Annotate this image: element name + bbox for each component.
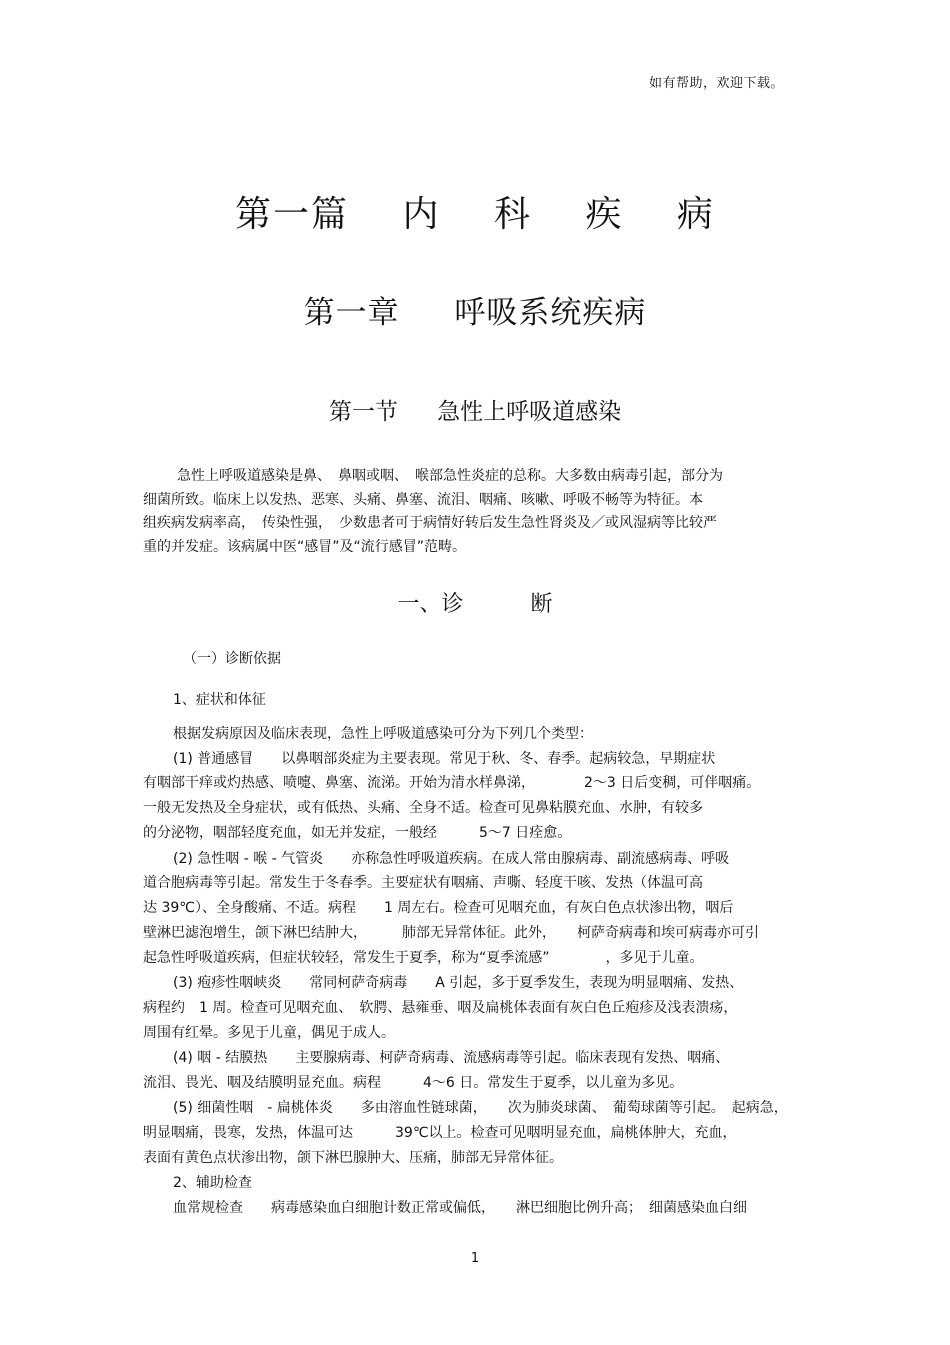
subheading-symptoms: 1、症状和体征 bbox=[173, 692, 266, 708]
type3-line: 周围有红晕。多见于儿童，偶见于成人。 bbox=[143, 1025, 395, 1041]
section-number: 第一节 bbox=[328, 399, 398, 425]
intro-line: 急性上呼吸道感染是鼻、 鼻咽或咽、 喉部急性炎症的总称。大多数由病毒引起，部分为 bbox=[177, 468, 723, 484]
diagnosis-heading-part: 一、诊 bbox=[397, 592, 464, 617]
type5-line: 表面有黄色点状渗出物，颌下淋巴腺肿大、压痛，肺部无异常体征。 bbox=[143, 1150, 563, 1166]
part-title bbox=[0, 186, 950, 237]
header-note: 如有帮助，欢迎下载。 bbox=[648, 76, 784, 91]
section-name: 急性上呼吸道感染 bbox=[437, 399, 622, 425]
chapter-name: 呼吸系统疾病 bbox=[454, 295, 647, 331]
section-title bbox=[0, 393, 950, 426]
part-title-word: 第一篇 bbox=[235, 194, 350, 235]
type1-line: 有咽部干痒或灼热感、喷嚏、鼻塞、流涕。开始为清水样鼻涕， 2～3 日后变稠，可伴咽痛。 bbox=[143, 775, 761, 791]
part-title-char: 科 bbox=[493, 194, 532, 235]
intro-paragraph bbox=[143, 465, 803, 559]
chapter-number: 第一章 bbox=[303, 295, 400, 331]
intro-line: 组疾病发病率高， 传染性强， 少数患者可于病情好转后发生急性肾炎及／或风湿病等比较严 bbox=[143, 515, 717, 531]
type2-line: 道合胞病毒等引起。常发生于冬春季。主要症状有咽痛、声嘶、轻度干咳、发热（体温可高 bbox=[143, 875, 703, 891]
page-number: 1 bbox=[470, 1251, 480, 1266]
subheading-basis: （一）诊断依据 bbox=[183, 651, 281, 667]
part-title-char: 疾 bbox=[585, 194, 624, 235]
type3-line: 病程约 1 周。检查可见咽充血、 软腭、悬雍垂、咽及扁桃体表面有灰白色丘疱疹及浅表溃疡， bbox=[143, 1000, 738, 1016]
type3-line: (3) 疱疹性咽峡炎 常同柯萨奇病毒 A 引起，多于夏季发生，表现为明显咽痛、发热、 bbox=[173, 975, 744, 991]
part-title-char: 病 bbox=[676, 194, 715, 235]
type1-line: 的分泌物，咽部轻度充血，如无并发症，一般经 5～7 日痊愈。 bbox=[143, 825, 572, 841]
intro-line: 细菌所致。临床上以发热、恶寒、头痛、鼻塞、流泪、咽痛、咳嗽、呼吸不畅等为特征。本 bbox=[143, 491, 703, 508]
diagnosis-heading-part: 断 bbox=[530, 592, 553, 617]
type4-line: 流泪、畏光、咽及结膜明显充血。病程 4～6 日。常发生于夏季，以儿童为多见。 bbox=[143, 1075, 684, 1091]
type2-line: (2) 急性咽 - 喉 - 气管炎 亦称急性呼吸道疾病。在成人常由腺病毒、副流感病毒、呼吸 bbox=[173, 851, 730, 867]
subheading-aux-exam: 2、辅助检查 bbox=[173, 1175, 252, 1191]
type1-line: 一般无发热及全身症状，或有低热、头痛、全身不适。检查可见鼻粘膜充血、水肿，有较多 bbox=[143, 800, 703, 816]
blood-test-line: 血常规检查 病毒感染血白细胞计数正常或偏低， 淋巴细胞比例升高； 细菌感染血白细 bbox=[173, 1200, 747, 1216]
classification-intro: 根据发病原因及临床表现，急性上呼吸道感染可分为下列几个类型： bbox=[173, 726, 593, 742]
intro-line: 重的并发症。该病属中医“感冒”及“流行感冒”范畴。 bbox=[143, 538, 467, 555]
chapter-title bbox=[0, 287, 950, 332]
type4-line: (4) 咽 - 结膜热 主要腺病毒、柯萨奇病毒、流感病毒等引起。临床表现有发热、咽痛、 bbox=[173, 1050, 730, 1066]
part-title-char: 内 bbox=[402, 194, 441, 235]
diagnosis-heading bbox=[0, 587, 950, 618]
type1-line: (1) 普通感冒 以鼻咽部炎症为主要表现。常见于秋、冬、春季。起病较急，早期症状 bbox=[173, 751, 716, 767]
type5-line: (5) 细菌性咽 - 扁桃体炎 多由溶血性链球菌， 次为肺炎球菌、 葡萄球菌等引起。 起病急， bbox=[173, 1100, 788, 1116]
type2-line: 达 39℃）、全身酸痛、不适。病程 1 周左右。检查可见咽充血，有灰白色点状渗出物，咽后 bbox=[143, 900, 734, 916]
type2-line: 壁淋巴滤泡增生，颌下淋巴结肿大， 肺部无异常体征。此外， 柯萨奇病毒和埃可病毒亦可引 bbox=[143, 925, 759, 941]
type5-line: 明显咽痛，畏寒，发热，体温可达 39℃以上。检查可见咽明显充血，扁桃体肿大，充血， bbox=[143, 1125, 737, 1141]
type2-line: 起急性呼吸道疾病，但症状较轻，常发生于夏季，称为“夏季流感” ，多见于儿童。 bbox=[143, 950, 704, 966]
